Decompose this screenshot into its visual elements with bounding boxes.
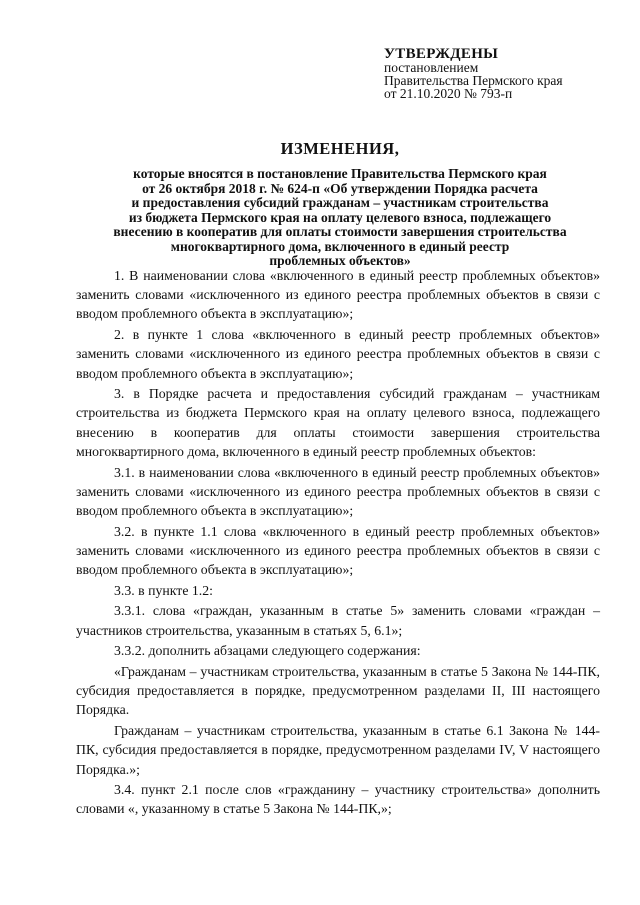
approval-heading: УТВЕРЖДЕНЫ bbox=[384, 46, 499, 62]
subtitle-line: из бюджета Пермского края на оплату целевого взноса, подлежащего bbox=[128, 209, 552, 225]
document-title-block bbox=[80, 139, 600, 269]
paragraph-3-4: 3.4. пункт 2.1 после слов «гражданину – участнику строительства» дополнить словами «, указанному в статье 5 Закона № 144-ПК,»; bbox=[76, 782, 600, 817]
subtitle-line: от 26 октября 2018 г. № 624-п «Об утверждении Порядка расчета bbox=[142, 180, 538, 196]
subtitle-line: и предоставления субсидий гражданам – участникам строительства bbox=[131, 195, 549, 210]
approval-line-1: постановлением bbox=[384, 60, 479, 75]
quoted-paragraph-1: «Гражданам – участникам строительства, указанным в статье 5 Закона № 144-ПК, субсидия предоставляется в порядке, предусмотренном разделами II, III настоящего Порядка. bbox=[76, 664, 600, 718]
paragraph-3-1: 3.1. в наименовании слова «включенного в единый реестр проблемных объектов» заменить словами «исключенного из единого реестра проблемных объектов в связи с вводом проблемного объекта в эксплуатацию»; bbox=[76, 464, 600, 518]
approval-line-3: от 21.10.2020 № 793-п bbox=[384, 86, 513, 101]
document-body bbox=[76, 266, 600, 820]
subtitle-line: проблемных объектов» bbox=[269, 253, 411, 268]
approval-line-2: Правительства Пермского края bbox=[384, 73, 563, 88]
paragraph-1: 1. В наименовании слова «включенного в единый реестр проблемных объектов» заменить словами «исключенного из единого реестра проблемных объектов в связи с вводом проблемного объекта в эксплуатацию»; bbox=[76, 268, 600, 322]
document-title: ИЗМЕНЕНИЯ, bbox=[280, 139, 400, 158]
paragraph-3: 3. в Порядке расчета и предоставления субсидий гражданам – участникам строительства из бюджета Пермского края на оплату целевого взноса, подлежащего внесению в кооператив для оплаты стоимости завершения строительства многоквартирного дома, включенного в единый реестр проблемных объектов: bbox=[76, 386, 600, 459]
subtitle-line: внесению в кооператив для оплаты стоимости завершения строительства bbox=[113, 224, 567, 239]
paragraph-3-3-2: 3.3.2. дополнить абзацами следующего содержания: bbox=[114, 643, 421, 659]
paragraph-3-2: 3.2. в пункте 1.1 слова «включенного в единый реестр проблемных объектов» заменить словами «исключенного из единого реестра проблемных объектов в связи с вводом проблемного объекта в эксплуатацию»; bbox=[76, 523, 600, 578]
paragraph-3-3-1: 3.3.1. слова «граждан, указанным в статье 5» заменить словами «граждан – участников строительства, указанным в статьях 5, 6.1»; bbox=[76, 603, 600, 638]
approval-stamp bbox=[384, 48, 624, 100]
subtitle-line: которые вносятся в постановление Правительства Пермского края bbox=[133, 166, 547, 181]
quoted-paragraph-2: Гражданам – участникам строительства, указанным в статье 6.1 Закона № 144-ПК, субсидия предоставляется в порядке, предусмотренном разделами IV, V настоящего Порядка.»; bbox=[76, 723, 600, 777]
paragraph-3-3: 3.3. в пункте 1.2: bbox=[114, 582, 213, 598]
paragraph-2: 2. в пункте 1 слова «включенного в единый реестр проблемных объектов» заменить словами «исключенного из единого реестра проблемных объектов в связи с вводом проблемного объекта в эксплуатацию»; bbox=[76, 327, 600, 381]
subtitle-line: многоквартирного дома, включенного в единый реестр bbox=[170, 238, 510, 254]
